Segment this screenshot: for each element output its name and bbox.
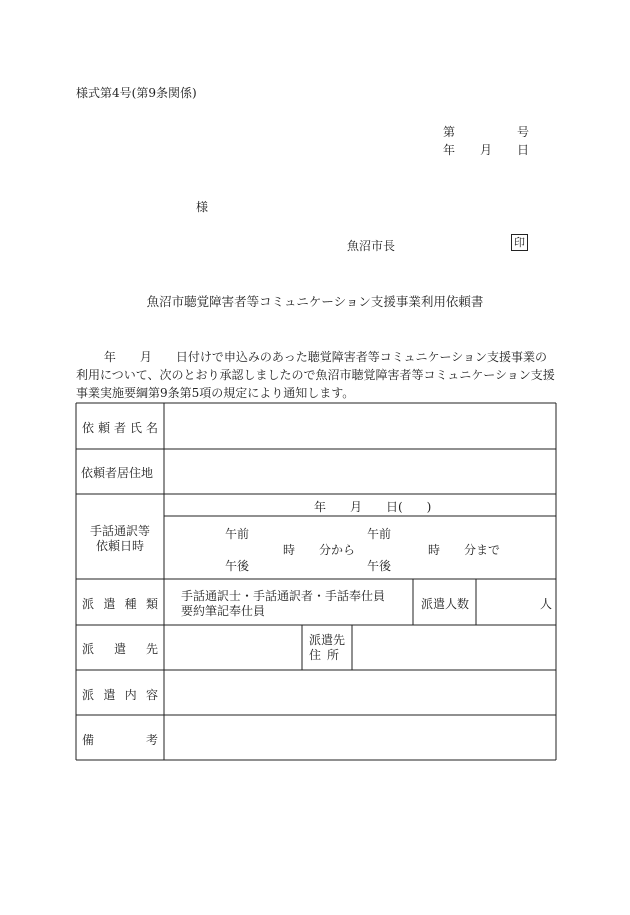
label-char: 内	[124, 688, 137, 702]
label-char: 類	[145, 597, 158, 611]
destination-field[interactable]	[165, 626, 301, 669]
addressee-honorific: 様	[196, 200, 209, 214]
date-month: 月	[479, 143, 492, 157]
label-char: 考	[145, 733, 158, 747]
label-char: 備	[82, 733, 95, 747]
label-char: 者	[113, 421, 126, 435]
requester-name-label	[82, 419, 158, 436]
dispatch-content-field[interactable]	[165, 671, 555, 714]
datetime-label-line-1: 手話通訳等	[89, 524, 150, 538]
label-char: 先	[145, 642, 158, 656]
start-pm-label: 午後	[225, 559, 250, 573]
document-title: 魚沼市聴覚障害者等コミュニケーション支援事業利用依頼書	[146, 294, 484, 309]
notice-body-line-2: 利用について、次のとおり承認しましたので魚沼市聴覚障害者等コミュニケーション支援	[76, 368, 555, 382]
sender-name: 魚沼市長	[347, 239, 396, 253]
label-char: 遣	[113, 642, 126, 656]
form-number: 様式第4号(第9条関係)	[76, 86, 197, 100]
notice-body-line-3: 事業実施要綱第9条第5項の規定により通知します。	[76, 386, 355, 400]
dispatch-type-label	[82, 595, 158, 612]
dispatch-type-options-line-2: 要約筆記奉仕員	[181, 604, 266, 618]
destination-address-field[interactable]	[353, 626, 555, 669]
date-day: 日	[516, 143, 529, 157]
label-char: 依	[82, 421, 95, 435]
document-number-suffix: 号	[516, 125, 529, 139]
datetime-label-line-2: 依頼日時	[95, 539, 144, 553]
label-char: 容	[145, 688, 158, 702]
date-line: 年 月 日( )	[314, 500, 432, 514]
start-am-label: 午前	[225, 527, 250, 541]
notice-body-line-1: 年 月 日付けで申込みのあった聴覚障害者等コミュニケーション支援事業の	[76, 350, 547, 364]
dispatch-count-label: 派遣人数	[421, 597, 470, 611]
seal-mark: 印	[511, 234, 528, 251]
dispatch-count-unit: 人	[540, 597, 553, 611]
start-time-text: 時 分から	[283, 543, 356, 557]
label-char: 名	[145, 421, 158, 435]
label-char: 遣	[103, 688, 116, 702]
label-char: 派	[82, 688, 95, 702]
end-pm-label: 午後	[367, 559, 392, 573]
dispatch-content-label	[82, 686, 158, 703]
requester-address-label: 依頼者居住地	[81, 466, 154, 480]
label-char: 派	[82, 597, 95, 611]
label-char: 氏	[129, 421, 142, 435]
document-number-prefix: 第	[443, 125, 456, 139]
label-char: 遣	[103, 597, 116, 611]
end-time-text: 時 分まで	[428, 543, 501, 557]
requester-address-field[interactable]	[165, 450, 555, 493]
end-am-label: 午前	[367, 527, 392, 541]
destination-address-label-line-1: 派遣先	[308, 633, 345, 647]
label-char: 派	[82, 642, 95, 656]
destination-label	[82, 640, 158, 657]
remarks-label	[82, 731, 158, 748]
label-char: 種	[124, 597, 137, 611]
remarks-field[interactable]	[165, 716, 555, 759]
dispatch-type-options-line-1: 手話通訳士・手話通訳者・手話奉仕員	[181, 589, 386, 603]
label-char: 頼	[97, 421, 110, 435]
requester-name-field[interactable]	[165, 404, 555, 448]
destination-address-label-line-2: 住所	[308, 648, 345, 662]
date-year: 年	[443, 143, 456, 157]
